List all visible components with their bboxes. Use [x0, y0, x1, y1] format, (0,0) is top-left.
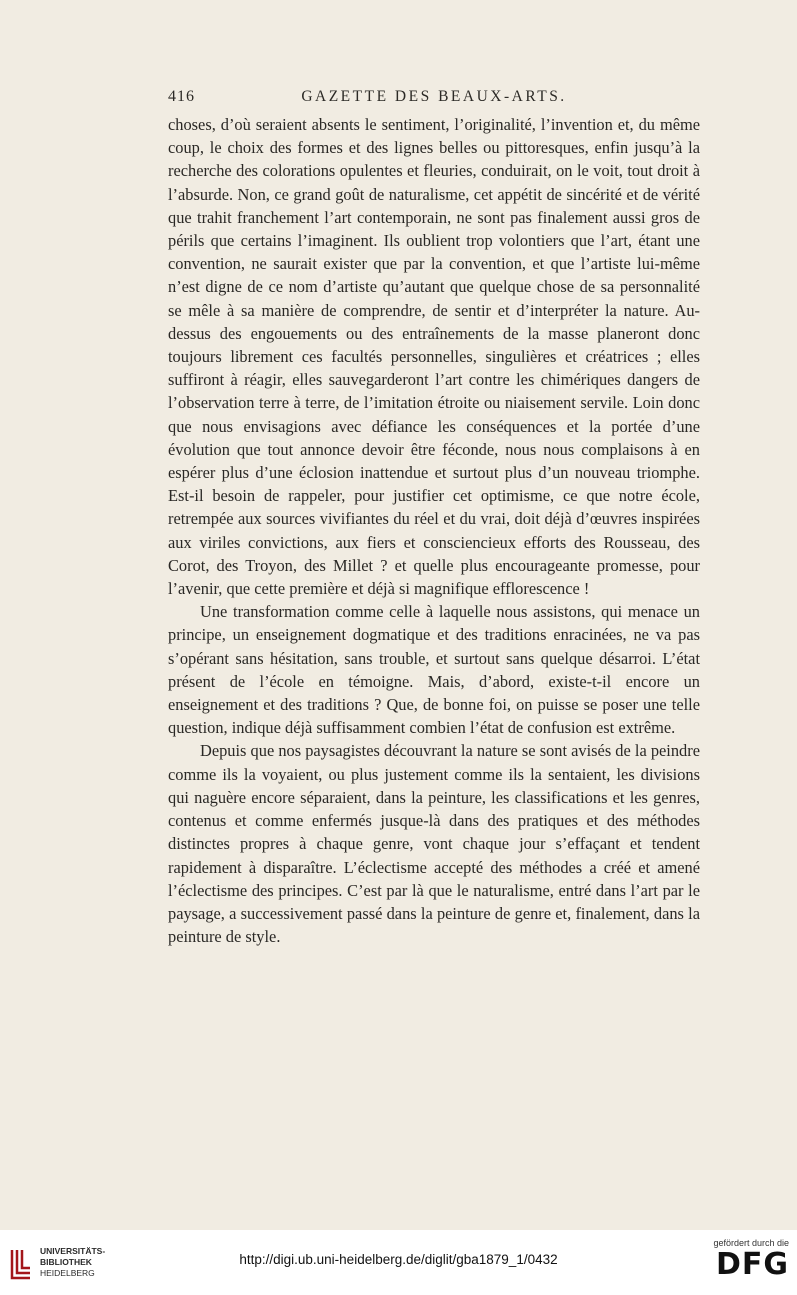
dfg-logo: DFG: [715, 1247, 789, 1282]
paragraph: Une transformation comme celle à laquelle nous assistons, qui menace un principe, un enseignement dogmatique et des traditions enracinées, ne va pas s’opérant sans hésitation, sans trouble, et surtout sans quelque désarroi. L’état présent de l’école en témoigne. Mais, d’abord, existe-t-il encore un enseignement et des traditions ? Que, de bonne foi, on puisse se poser une telle question, indique déjà suffisamment combien l’état de confusion est extrême.: [168, 602, 700, 738]
paragraph: choses, d’où seraient absents le sentiment, l’originalité, l’invention et, du même coup, le choix des formes et des lignes belles ou pittoresques, enfin jusqu’à la recherche des colorations opulentes et fleuries, conduirait, on le voit, tout droit à l’absurde. Non, ce grand goût de naturalisme, cet appétit de sincérité et de vérité que trahit franchement l’art contemporain, ne sont pas finalement aussi gros de périls que certains l’imaginent. Ils oublient trop volontiers que l’art, étant une convention, ne saurait exister que par la convention, et que l’artiste lui-même n’est digne de ce nom d’artiste qu’autant que quelque chose de sa personnalité se mêle à sa manière de comprendre, de sentir et d’interpréter la nature. Au-dessus des engouements ou des entraînements de la masse planeront donc toujours librement ces facultés personnelles, singulières et créatrices ; elles suffiront à réagir, elles sauvegarderont l’art contre les chimériques dangers de l’observation terre à terre, de l’imitation étroite ou niaisement servile. Loin donc que nous envisagions avec défiance les conséquences et la portée d’une évolution que tout annonce devoir être féconde, nous nous complaisons à en espérer plus d’une éclosion inattendue et surtout plus d’un nouveau triomphe. Est-il besoin de rappeler, pour justifier cet optimisme, ce que notre école, retrempée aux sources vivifiantes du réel et du vrai, doit déjà d’œuvres inspirées aux viriles convictions, aux fiers et consciencieux efforts des Rousseau, des Corot, des Troyon, des Millet ? et quelle plus encourageante promesse, pour l’avenir, que cette première et déjà si magnifique efflorescence !: [168, 115, 700, 599]
running-title: GAZETTE DES BEAUX-ARTS.: [301, 88, 567, 105]
body-text: [168, 113, 700, 948]
funding-caption: gefördert durch die: [713, 1238, 789, 1248]
page-header: [168, 88, 700, 110]
viewer-footer: [0, 1230, 797, 1295]
paragraph: Depuis que nos paysagistes découvrant la nature se sont avisés de la peindre comme ils la voyaient, ou plus justement comme ils la sentaient, les divisions qui naguère encore séparaient, dans la peinture, les classifications et les genres, contenus et comme enfermés jusque-là dans des pratiques et des méthodes distinctes propres à chaque genre, vont chaque jour s’effaçant et tendent rapidement à disparaître. L’éclectisme accepté des méthodes a créé et amené l’éclectisme des principes. C’est par là que le naturalisme, entré dans l’art par le paysage, a successivement passé dans la peinture de genre et, finalement, dans la peinture de style.: [168, 741, 700, 947]
page-number: 416: [168, 88, 195, 105]
funder-badge[interactable]: [679, 1238, 789, 1282]
library-name: UNIVERSITÄTS- BIBLIOTHEK HEIDELBERG: [40, 1246, 106, 1278]
permalink-url[interactable]: http://digi.ub.uni-heidelberg.de/diglit/gba1879_1/0432: [239, 1252, 558, 1267]
